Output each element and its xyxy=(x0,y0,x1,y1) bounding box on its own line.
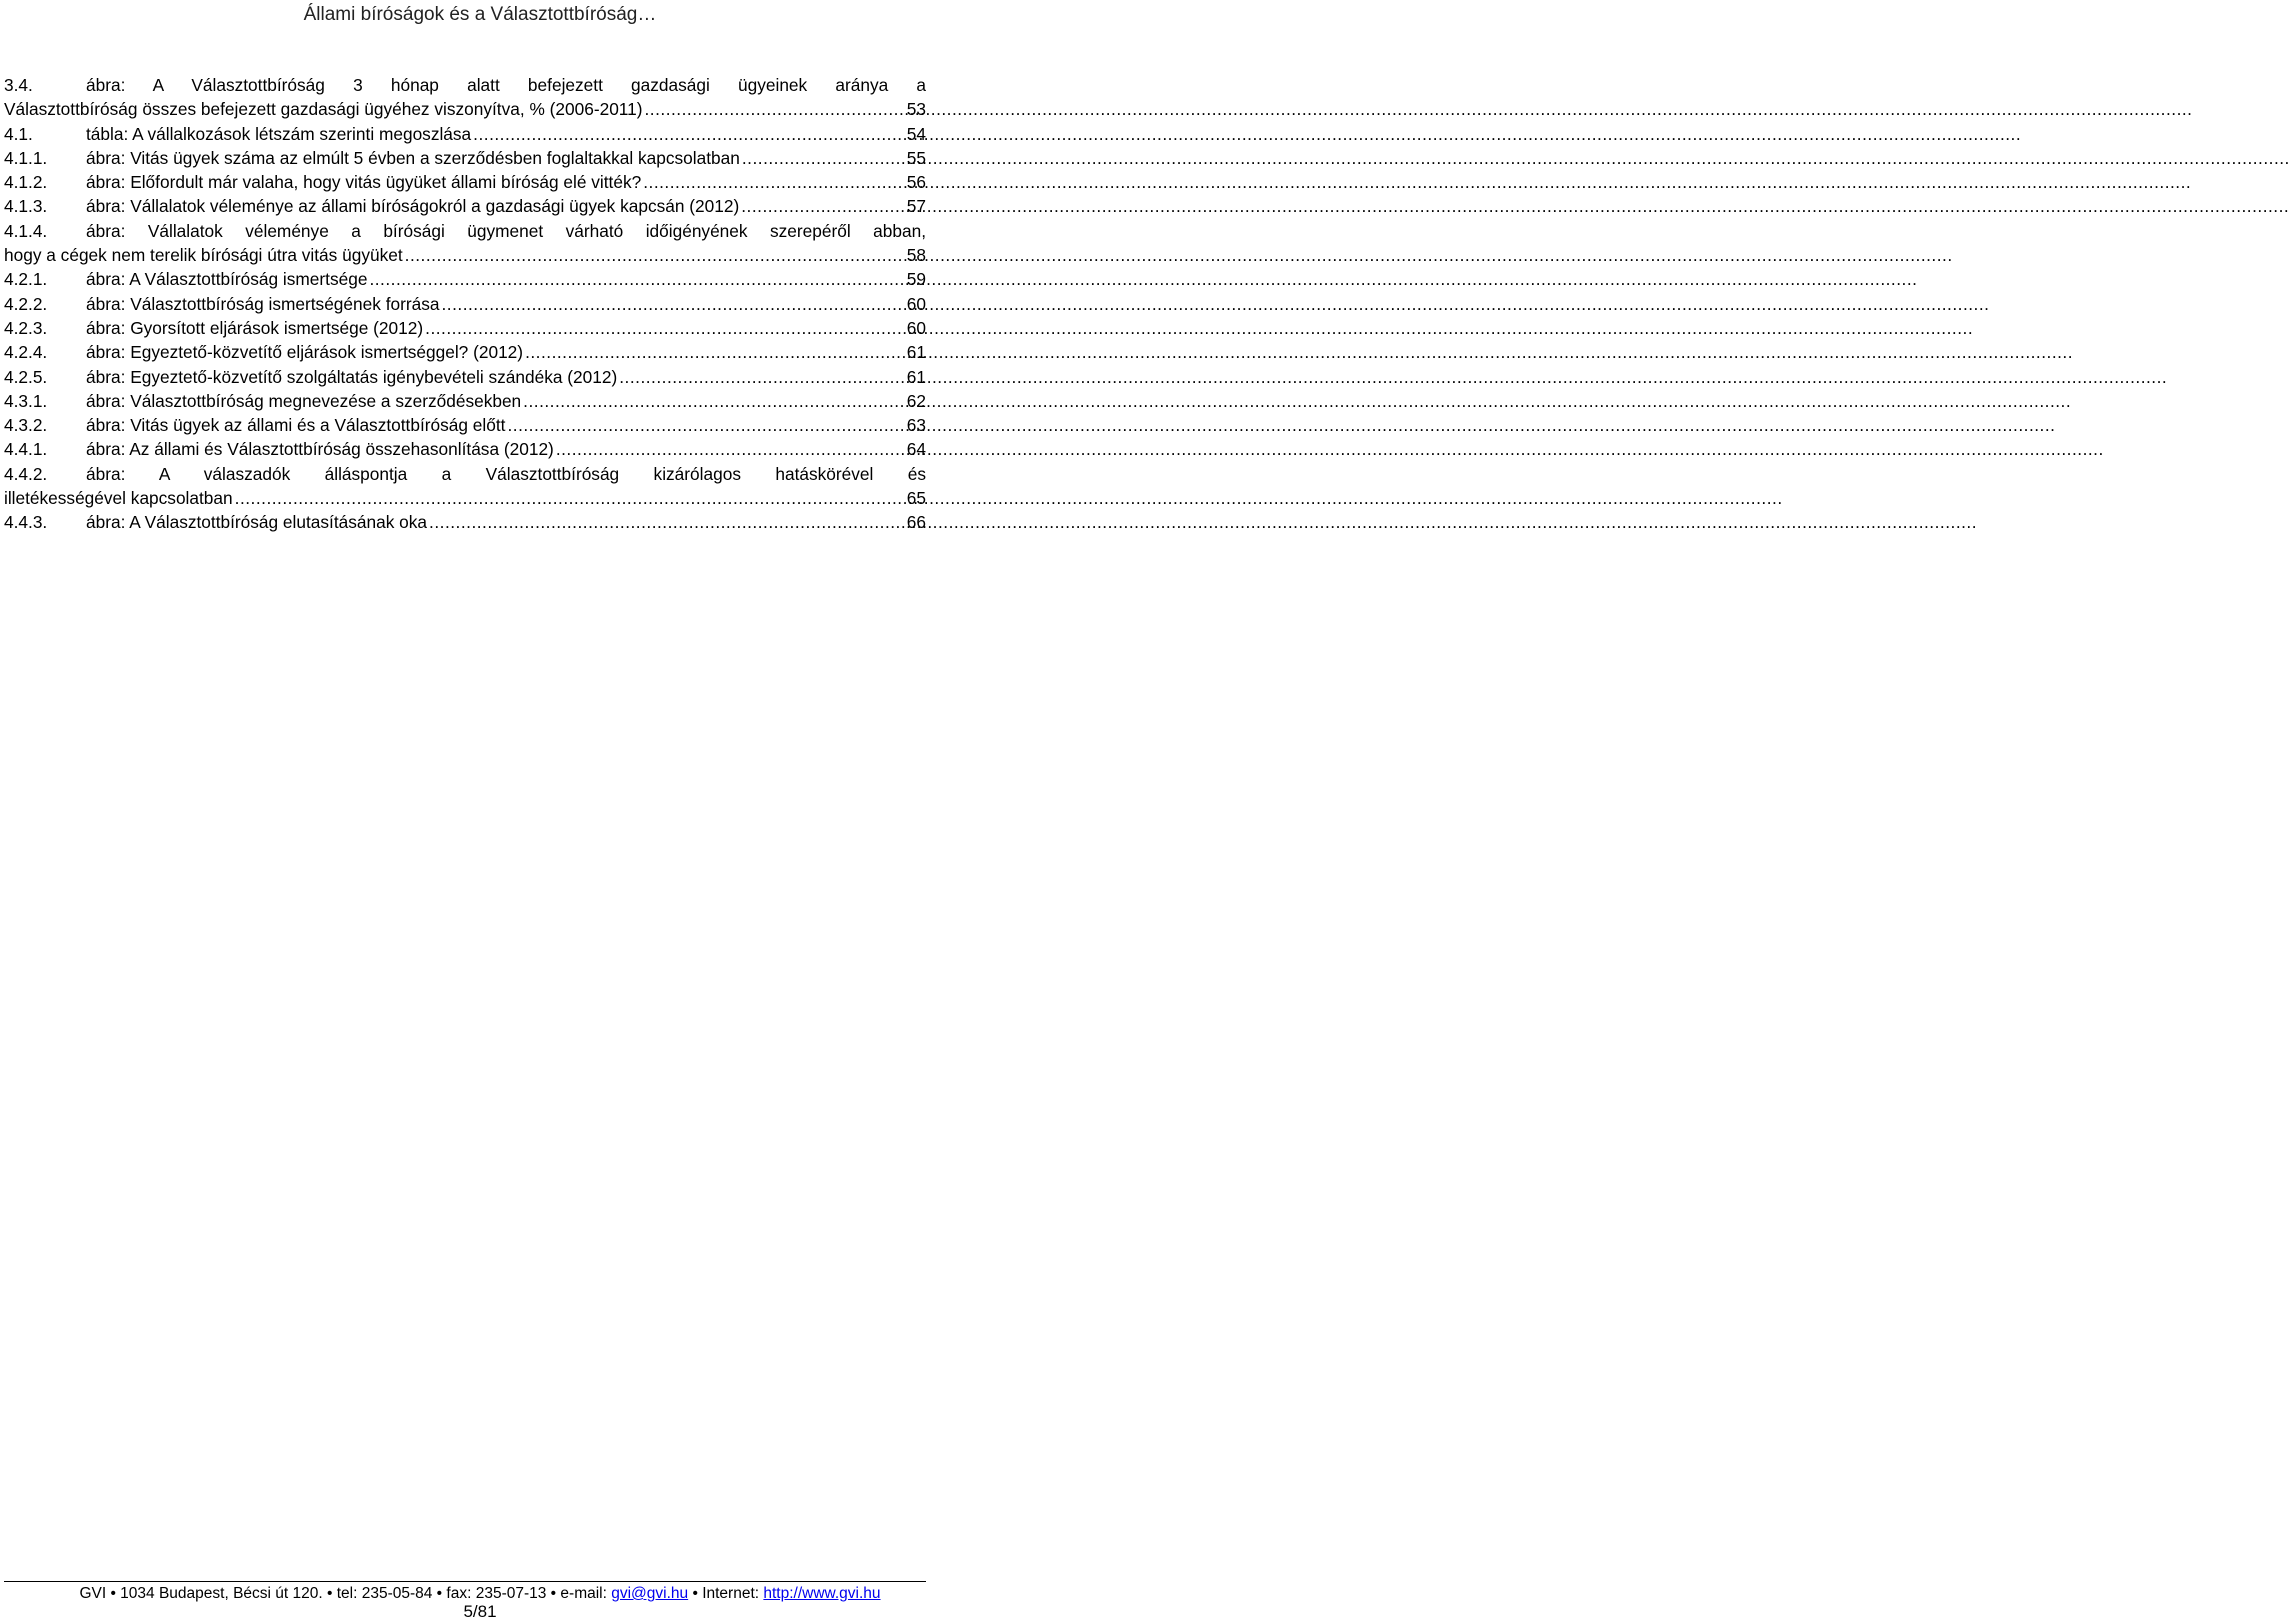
toc-entry[interactable] xyxy=(4,146,926,170)
toc-entry-title: ábra: Az állami és Választottbíróság összehasonlítása (2012) xyxy=(86,439,554,460)
toc-entry-number: 4.1.2. xyxy=(4,172,48,193)
toc-entry-title: ábra: Előfordult már valaha, hogy vitás ügyüket állami bíróság elé vitték? xyxy=(86,172,642,193)
toc-entry-number: 4.1.1. xyxy=(4,147,48,168)
toc-entry-number: 4.3.1. xyxy=(4,390,48,411)
toc-entry-page: 61 xyxy=(906,342,926,363)
list-of-figures xyxy=(4,73,926,535)
toc-entry-number: 4.2.2. xyxy=(4,293,48,314)
toc-entry-line xyxy=(4,146,926,170)
toc-entry-page: 66 xyxy=(906,512,926,533)
leader-dots xyxy=(429,510,905,534)
toc-entry-page: 62 xyxy=(906,390,926,411)
leader-dots xyxy=(425,316,905,340)
toc-entry-number: 4.4.3. xyxy=(4,512,48,533)
toc-entry-page: 64 xyxy=(906,439,926,460)
toc-entry[interactable] xyxy=(4,267,926,291)
toc-entry-title-continued: Választottbíróság összes befejezett gazdasági ügyéhez viszonyítva, % (2006-2011) xyxy=(4,99,643,120)
leader-dots xyxy=(235,486,905,510)
toc-entry-title: ábra: Vállalatok véleménye a bírósági ügymenet várható időigényének szerepéről abban, xyxy=(86,220,926,241)
leader-dots xyxy=(645,97,905,121)
toc-entry-page: 57 xyxy=(906,196,926,217)
toc-entry-number: 4.4.1. xyxy=(4,439,48,460)
toc-entry-line xyxy=(4,73,926,97)
footer-divider xyxy=(4,1581,926,1582)
toc-entry-page: 63 xyxy=(906,415,926,436)
toc-entry-title: ábra: Választottbíróság ismertségének forrása xyxy=(86,293,440,314)
toc-entry-number: 3.4. xyxy=(4,75,33,95)
footer-website-link[interactable]: http://www.gvi.hu xyxy=(763,1585,881,1602)
leader-dots xyxy=(525,340,905,364)
toc-entry-number: 4.2.1. xyxy=(4,269,48,290)
toc-entry-line xyxy=(4,243,926,267)
toc-entry[interactable] xyxy=(4,122,926,146)
toc-entry-line xyxy=(4,389,926,413)
toc-entry-line xyxy=(4,219,926,243)
running-header: Állami bíróságok és a Választottbíróság… xyxy=(303,4,657,25)
toc-entry-title: ábra: A válaszadók álláspontja a Választottbíróság kizárólagos hatáskörével és xyxy=(86,463,926,484)
toc-entry-title: ábra: Egyeztető-közvetítő szolgáltatás igénybevételi szándéka (2012) xyxy=(86,366,618,387)
toc-entry-title-continued: hogy a cégek nem terelik bírósági útra vitás ügyüket xyxy=(4,245,403,266)
toc-entry-page: 54 xyxy=(906,123,926,144)
toc-entry-line xyxy=(4,292,926,316)
leader-dots xyxy=(643,170,905,194)
toc-entry-title: ábra: A Választottbíróság elutasításának oka xyxy=(86,512,428,533)
toc-entry-title: ábra: Vállalatok véleménye az állami bíróságokról a gazdasági ügyek kapcsán (2012) xyxy=(86,196,740,217)
toc-entry-page: 61 xyxy=(906,366,926,387)
leader-dots xyxy=(556,437,905,461)
toc-entry-line xyxy=(4,365,926,389)
leader-dots xyxy=(619,365,905,389)
toc-entry[interactable] xyxy=(4,292,926,316)
toc-entry-line xyxy=(4,194,926,218)
toc-entry-title: ábra: Vitás ügyek száma az elmúlt 5 évben a szerződésben foglaltakkal kapcsolatban xyxy=(86,147,740,168)
toc-entry[interactable] xyxy=(4,316,926,340)
toc-entry-line xyxy=(4,267,926,291)
toc-entry[interactable] xyxy=(4,194,926,218)
toc-entry[interactable] xyxy=(4,73,926,122)
toc-entry-title: ábra: Gyorsított eljárások ismertsége (2012) xyxy=(86,317,424,338)
leader-dots xyxy=(742,146,905,170)
toc-entry-line xyxy=(4,316,926,340)
toc-entry-line xyxy=(4,437,926,461)
toc-entry-number: 4.2.4. xyxy=(4,342,48,363)
leader-dots xyxy=(523,389,905,413)
toc-entry-page: 53 xyxy=(906,99,926,120)
toc-entry[interactable] xyxy=(4,365,926,389)
toc-entry-number: 4.2.3. xyxy=(4,317,48,338)
page-footer xyxy=(0,1584,960,1603)
leader-dots xyxy=(369,267,904,291)
toc-entry-line xyxy=(4,413,926,437)
toc-entry-page: 60 xyxy=(906,317,926,338)
toc-entry-line xyxy=(4,462,926,486)
toc-entry-page: 65 xyxy=(906,488,926,509)
toc-entry-page: 60 xyxy=(906,293,926,314)
toc-entry-title: ábra: Egyeztető-közvetítő eljárások ismertséggel? (2012) xyxy=(86,342,524,363)
toc-entry-number: 4.4.2. xyxy=(4,463,48,484)
toc-entry-page: 58 xyxy=(906,245,926,266)
toc-entry-number: 4.1.3. xyxy=(4,196,48,217)
toc-entry-title: ábra: A Választottbíróság 3 hónap alatt befejezett gazdasági ügyeinek aránya a xyxy=(86,75,926,95)
toc-entry-line xyxy=(4,170,926,194)
page-number: 5/81 xyxy=(463,1602,497,1621)
leader-dots xyxy=(441,292,904,316)
toc-entry[interactable] xyxy=(4,389,926,413)
toc-entry-page: 56 xyxy=(906,172,926,193)
toc-entry-page: 55 xyxy=(906,147,926,168)
leader-dots xyxy=(473,122,905,146)
footer-internet-label: • Internet: xyxy=(688,1585,764,1602)
leader-dots xyxy=(741,194,905,218)
toc-entry-number: 4.3.2. xyxy=(4,415,48,436)
toc-entry-line xyxy=(4,486,926,510)
toc-entry-line xyxy=(4,510,926,534)
toc-entry-page: 59 xyxy=(906,269,926,290)
toc-entry-title: ábra: Választottbíróság megnevezése a szerződésekben xyxy=(86,390,522,411)
toc-entry[interactable] xyxy=(4,413,926,437)
toc-entry[interactable] xyxy=(4,340,926,364)
toc-entry-title: tábla: A vállalkozások létszám szerinti megoszlása xyxy=(86,123,472,144)
toc-entry-number: 4.1.4. xyxy=(4,220,48,241)
toc-entry-title: ábra: Vitás ügyek az állami és a Választottbíróság előtt xyxy=(86,415,506,436)
toc-entry-number: 4.2.5. xyxy=(4,366,48,387)
toc-entry-title-continued: illetékességével kapcsolatban xyxy=(4,488,233,509)
leader-dots xyxy=(507,413,904,437)
toc-entry[interactable] xyxy=(4,510,926,534)
toc-entry-line xyxy=(4,97,926,121)
toc-entry-line xyxy=(4,340,926,364)
footer-email-link[interactable]: gvi@gvi.hu xyxy=(611,1585,689,1602)
toc-entry[interactable] xyxy=(4,219,926,268)
toc-entry-title: ábra: A Választottbíróság ismertsége xyxy=(86,269,368,290)
leader-dots xyxy=(405,243,905,267)
toc-entry-line xyxy=(4,122,926,146)
footer-address: GVI • 1034 Budapest, Bécsi út 120. • tel: 235-05-84 • fax: 235-07-13 • e-mail: xyxy=(79,1585,612,1602)
toc-entry-number: 4.1. xyxy=(4,123,33,144)
toc-entry[interactable] xyxy=(4,462,926,511)
toc-entry[interactable] xyxy=(4,437,926,461)
toc-entry[interactable] xyxy=(4,170,926,194)
